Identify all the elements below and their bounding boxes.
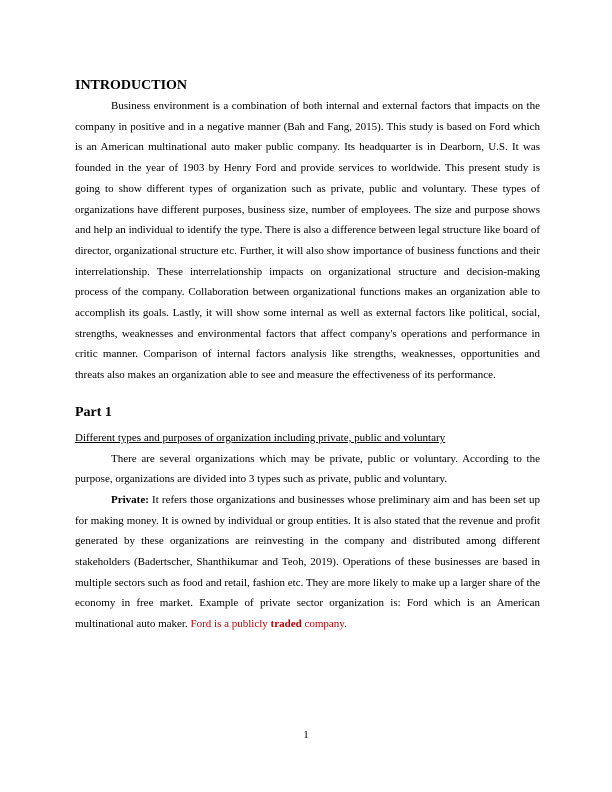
part1-paragraph-1: There are several organizations which may be private, public or voluntary. According to the purpose, organizations are divided into 3 types such as private, public and voluntary. <box>75 452 540 486</box>
private-text: It refers those organizations and businesses whose preliminary aim and has been set up for making money. It is owned by individual or group entities. It is also stated that the revenue and profit generated by these organizations are reinvesting in the company and distributed among different stakeholders (Badertscher, Shanthikumar and Teoh, 2019). Operations of these businesses are based in multiple sectors such as food and retail, fashion etc. They are more likely to make up a larger share of the economy in free market. Example of private sector organization is: Ford which is an American multinational auto maker. <box>75 493 540 631</box>
introduction-paragraph: Business environment is a combination of both internal and external factors that impacts on the company in positive and in a negative manner (Bah and Fang, 2015). This study is based on Ford which is an American multinational auto maker public company. Its headquarter is in Dearborn, U.S. It was founded in the year of 1903 by Henry Ford and provide services to worldwide. This present study is going to show different types of organization such as private, public and voluntary. These types of organizations have different purposes, business size, number of employees. The size and purpose shows and help an individual to identify the type. There is also a difference between legal structure like board of director, organizational structure etc. Further, it will also show importance of business functions and their interrelationship. These interrelationship impacts on organizational structure and decision-making process of the company. Collaboration between organizational functions makes an organization able to accomplish its goals. Lastly, it will show some internal as well as external factors like political, social, strengths, weaknesses and environmental factors that affect company's operations and performance in critic manner. Comparison of internal factors analysis like strengths, weaknesses, opportunities and threats also makes an organization able to see and measure the effectiveness of its performance. <box>75 100 540 382</box>
part1-subheading: Different types and purposes of organization including private, public and voluntary <box>75 431 446 444</box>
document-page <box>75 74 540 635</box>
page-number: 1 <box>303 729 309 741</box>
red-text-2: company. <box>301 618 347 631</box>
private-paragraph <box>75 490 540 635</box>
introduction-heading: INTRODUCTION <box>75 78 188 93</box>
red-text-1: Ford is a publicly <box>190 618 271 631</box>
red-bold-text: traded <box>270 618 302 631</box>
private-label: Private: <box>111 493 149 506</box>
part1-heading: Part 1 <box>75 404 112 420</box>
